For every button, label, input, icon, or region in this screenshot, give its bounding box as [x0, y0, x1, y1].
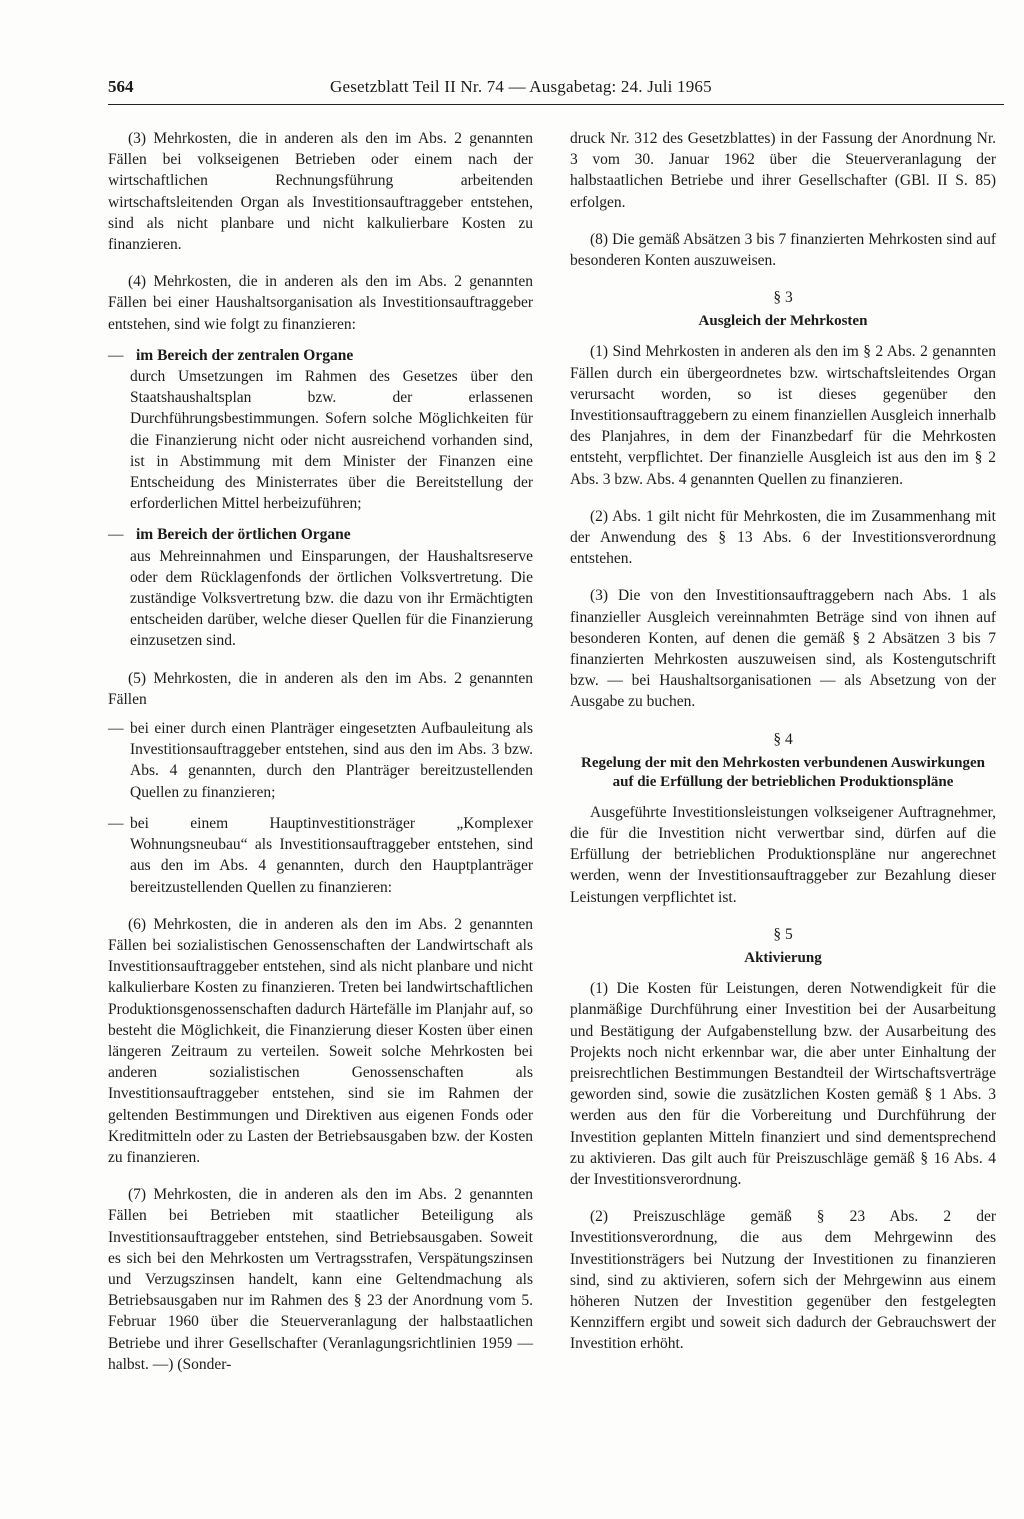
- paragraph-5-2: (2) Preiszuschläge gemäß § 23 Abs. 2 der Investitionsverordnung, die aus dem Mehrgewinn des Investitionsträgers bei Nutzung der Investitionen zu finanzieren sind, sind zu aktivieren, sofern sich der Mehrgewinn aus einem höheren Nutzen der Investition gegenüber den festgelegten Kennziffern ergibt und soweit sich dadurch der Gebrauchswert der Investition erhöht.: [570, 1208, 996, 1353]
- paragraph-2-8: (8) Die gemäß Absätzen 3 bis 7 finanzierten Mehrkosten sind auf besonderen Konten auszuweisen.: [570, 230, 996, 270]
- paragraph-2-6: (6) Mehrkosten, die in anderen als den im Abs. 2 genannten Fällen bei sozialistischen Genossenschaften der Landwirtschaft als Investitionsauftraggeber entstehen, sind als nicht planbare und nicht kalkulierbare Kosten zu finanzieren. Treten bei landwirtschaftlichen Produktionsgenossenschaften dadurch Härtefälle im Planjahr auf, so besteht die Möglichkeit, die Finanzierung dieser Kosten über einen längeren Zeitraum zu verteilen. Soweit solche Mehrkosten bei anderen sozialistischen Genossenschaften als Investitionsauftraggeber entstehen, sind sie im Rahmen der geltenden Bestimmungen und Direktiven aus eigenen Fonds oder Kreditmitteln oder zu Lasten der Betriebsausgaben bzw. der Kosten zu finanzieren.: [108, 915, 533, 1166]
- dash-marker: —: [108, 346, 124, 364]
- dash-marker: —: [108, 526, 124, 544]
- publication-title: Gesetzblatt Teil II Nr. 74 — Ausgabetag: 24. Juli 1965: [330, 77, 712, 96]
- list-item-text: bei einem Hauptinvestitionsträger „Komplexer Wohnungsneubau“ als Investitionsauftraggeber entstehen, sind aus den im Abs. 4 genannten, durch den Hauptplanträger bereitzustellenden Quellen zu finanzieren:: [130, 814, 533, 896]
- paragraph-3-1: (1) Sind Mehrkosten in anderen als den im § 2 Abs. 2 genannten Fällen durch ein übergeordnetes bzw. wirtschaftsleitendes Organ verursacht worden, so ist dieses gegenüber den Investitionsauftraggebern zu einem finanziellen Ausgleich innerhalb des Planjahres, in dem der Finanzbedarf für die Mehrkosten entsteht, verpflichtet. Der finanzielle Ausgleich ist aus den im § 2 Abs. 3 bzw. Abs. 4 genannten Quellen zu finanzieren.: [570, 343, 996, 488]
- list-item-text: durch Umsetzungen im Rahmen des Gesetzes über den Staatshaushaltsplan bzw. der erlassenen Durchführungsbestimmungen. Sofern solche Möglichkeiten für die Finanzierung nicht oder nicht ausreichend vorhanden sind, ist in Abstimmung mit dem Minister der Finanzen eine Entscheidung des Ministerrates über die Bereitstellung der erforderlichen Mittel herbeizuführen;: [130, 368, 533, 513]
- list-item-central-organs: [108, 345, 533, 515]
- section-3-title: Ausgleich der Mehrkosten: [698, 313, 868, 330]
- paragraph-3-3: (3) Die von den Investitionsauftraggebern nach Abs. 1 als finanzieller Ausgleich vereinnahmten Beträge sind von ihnen auf besonderen Konten, auf denen die gemäß § 2 Absätzen 3 bis 7 finanzierten Mehrkosten auszuweisen sind, als Kostengutschrift bzw. — bei Haushaltsorganisationen — als Absetzung von der Ausgabe zu buchen.: [570, 587, 996, 711]
- left-column: [108, 128, 533, 1391]
- list-item-text: bei einer durch einen Planträger eingesetzten Aufbauleitung als Investitionsauftraggeber entstehen, sind aus den im Abs. 3 bzw. Abs. 4 genannten, durch den Planträger bereitzustellenden Quellen zu finanzieren;: [130, 720, 533, 801]
- dash-marker: —: [108, 814, 124, 832]
- header-rule: [108, 104, 1004, 105]
- right-column: [570, 128, 996, 1371]
- section-4-number: § 4: [773, 730, 793, 748]
- paragraph-2-4: (4) Mehrkosten, die in anderen als den im Abs. 2 genannten Fällen bei einer Haushaltsorganisation als Investitionsauftraggeber entstehen, sind wie folgt zu finanzieren:: [108, 273, 533, 333]
- section-3-number: § 3: [773, 289, 793, 307]
- paragraph-4: Ausgeführte Investitionsleistungen volkseigener Auftragnehmer, die für die Investition nicht verwertbar sind, dürfen auf die Erfüllung der betrieblichen Produktionspläne nur angerechnet werden, wenn der Investitionsauftraggeber zur Bezahlung dieser Leistungen verpflichtet ist.: [570, 803, 996, 906]
- section-5-title: Aktivierung: [744, 950, 822, 967]
- paragraph-5-1: (1) Die Kosten für Leistungen, deren Notwendigkeit für die planmäßige Durchführung einer Investition bei der Ausarbeitung und Bestätigung der Aufgabenstellung bzw. der Ausarbeitung des Projekts noch nicht erkennbar war, die aber unter Einhaltung der preisrechtlichen Bestimmungen Bestandteil der Wirtschaftsverträge geworden sind, sowie die zusätzlichen Kosten gemäß § 1 Abs. 3 werden aus den für die Vorbereitung und Durchführung der Investition geplanten Mitteln finanziert und sind dementsprechend zu aktivieren. Das gilt auch für Preiszuschläge gemäß § 16 Abs. 4 der Investitionsverordnung.: [570, 980, 996, 1188]
- paragraph-2-3: (3) Mehrkosten, die in anderen als den im Abs. 2 genannten Fällen bei volkseigenen Betrieben oder einem nach der wirtschaftlichen Rechnungsführung arbeitenden wirtschaftsleitenden Organ als Investitionsauftraggeber entstehen, sind als nicht planbare und nicht kalkulierbare Kosten zu finanzieren.: [108, 130, 533, 254]
- list-item-wohnungsneubau: [108, 813, 533, 898]
- dash-marker: —: [108, 720, 124, 738]
- page-number: 564: [108, 77, 134, 96]
- list-item-heading: im Bereich der zentralen Organe: [136, 346, 354, 364]
- paragraph-2-7-continued: druck Nr. 312 des Gesetzblattes) in der Fassung der Anordnung Nr. 3 vom 30. Januar 1962 über die Steuerveranlagung der halbstaatlichen Betriebe und ihrer Gesellschafter (GBl. II S. 85) erfolgen.: [570, 130, 996, 211]
- list-item-local-organs: [108, 524, 533, 651]
- paragraph-2-7: (7) Mehrkosten, die in anderen als den im Abs. 2 genannten Fällen bei Betrieben mit staatlicher Beteiligung als Investitionsauftraggeber entstehen, sind Betriebsausgaben. Soweit es sich bei den Mehrkosten um Vertragsstrafen, Verspätungszinsen und Verzugszinsen handelt, kann eine Geltendmachung als Betriebsausgaben nur im Rahmen des § 23 der Anordnung vom 5. Februar 1960 über die Steuerveranlagung der halbstaatlichen Betriebe und ihrer Gesellschafter (Veranlagungsrichtlinien 1959 — halbst. —) (Sonder-: [108, 1186, 533, 1373]
- list-item-aufbauleitung: [108, 718, 533, 803]
- section-4-title: Regelung der mit den Mehrkosten verbundenen Auswirkungen auf die Erfüllung der betrieblichen Produktionspläne: [581, 754, 985, 790]
- list-item-heading: im Bereich der örtlichen Organe: [136, 526, 351, 544]
- page-header: [108, 76, 1004, 100]
- section-5-number: § 5: [773, 925, 793, 943]
- paragraph-3-2: (2) Abs. 1 gilt nicht für Mehrkosten, die im Zusammenhang mit der Anwendung des § 13 Abs. 6 der Investitionsverordnung entstehen.: [570, 507, 996, 568]
- paragraph-2-5: (5) Mehrkosten, die in anderen als den im Abs. 2 genannten Fällen: [108, 669, 533, 708]
- list-item-text: aus Mehreinnahmen und Einsparungen, der Haushaltsreserve oder dem Rücklagenfonds der örtlichen Volksvertretung. Die zuständige Volksvertretung bzw. die dazu von ihr Ermächtigten entscheiden darüber, welche dieser Quellen für die Finanzierung einzusetzen sind.: [130, 547, 533, 650]
